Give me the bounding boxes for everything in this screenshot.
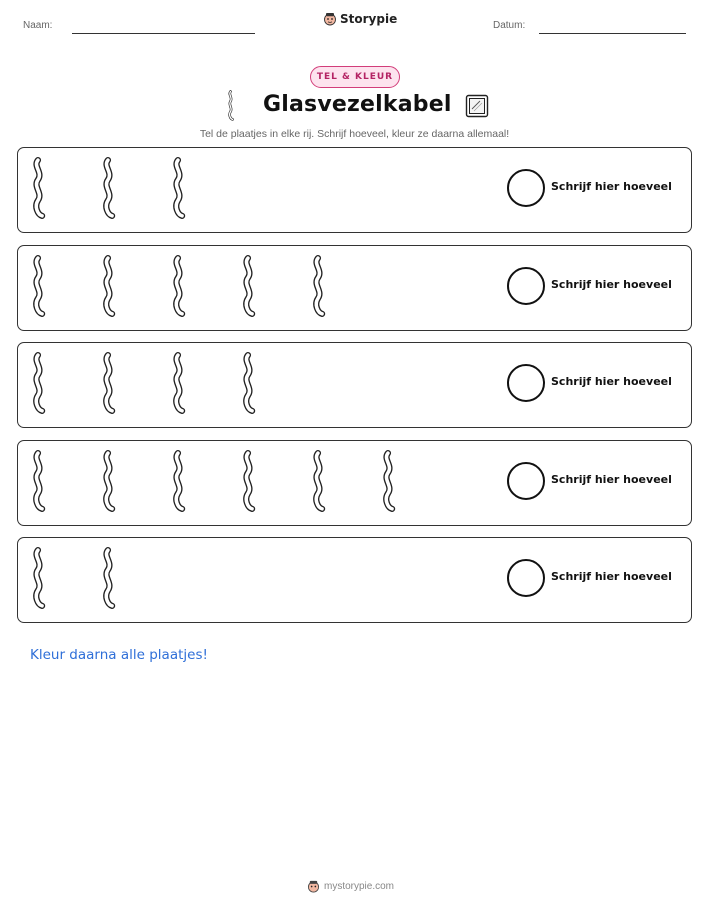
row-items	[18, 148, 498, 232]
answer-circle[interactable]	[507, 559, 545, 597]
brand-logo	[323, 12, 397, 26]
counting-row-3	[17, 342, 692, 428]
write-label: Schrijf hier hoeveel	[551, 278, 672, 291]
fiber-cable-icon[interactable]	[98, 547, 120, 615]
color-instruction: Kleur daarna alle plaatjes!	[30, 647, 208, 663]
fiber-cable-icon	[224, 90, 238, 122]
fiber-cable-icon[interactable]	[98, 157, 120, 225]
fiber-cable-icon[interactable]	[28, 157, 50, 225]
row-items	[18, 441, 498, 525]
storypie-mascot-icon	[323, 12, 337, 26]
answer-circle[interactable]	[507, 364, 545, 402]
footer	[307, 880, 394, 893]
title-row	[0, 90, 709, 124]
fiber-cable-icon[interactable]	[98, 352, 120, 420]
fiber-cable-icon[interactable]	[98, 255, 120, 323]
glass-panel-icon	[465, 94, 489, 118]
worksheet-header	[0, 0, 709, 50]
counting-row-5	[17, 537, 692, 623]
answer-circle[interactable]	[507, 267, 545, 305]
fiber-cable-icon[interactable]	[308, 255, 330, 323]
fiber-cable-icon[interactable]	[168, 157, 190, 225]
counting-row-2	[17, 245, 692, 331]
worksheet-title: Glasvezelkabel	[263, 92, 452, 117]
write-label: Schrijf hier hoeveel	[551, 180, 672, 193]
fiber-cable-icon[interactable]	[238, 352, 260, 420]
counting-row-4	[17, 440, 692, 526]
fiber-cable-icon[interactable]	[238, 450, 260, 518]
fiber-cable-icon[interactable]	[28, 450, 50, 518]
fiber-cable-icon[interactable]	[308, 450, 330, 518]
fiber-cable-icon[interactable]	[28, 255, 50, 323]
fiber-cable-icon[interactable]	[168, 255, 190, 323]
activity-badge: TEL & KLEUR	[310, 66, 400, 88]
write-label: Schrijf hier hoeveel	[551, 473, 672, 486]
answer-circle[interactable]	[507, 169, 545, 207]
write-label: Schrijf hier hoeveel	[551, 375, 672, 388]
date-label: Datum:	[493, 20, 526, 31]
fiber-cable-icon[interactable]	[238, 255, 260, 323]
row-items	[18, 246, 498, 330]
date-field[interactable]	[539, 33, 686, 34]
write-label: Schrijf hier hoeveel	[551, 570, 672, 583]
fiber-cable-icon[interactable]	[168, 352, 190, 420]
fiber-cable-icon[interactable]	[98, 450, 120, 518]
fiber-cable-icon[interactable]	[28, 352, 50, 420]
footer-site: mystorypie.com	[324, 881, 395, 892]
row-items	[18, 538, 498, 622]
fiber-cable-icon[interactable]	[378, 450, 400, 518]
fiber-cable-icon[interactable]	[168, 450, 190, 518]
answer-circle[interactable]	[507, 462, 545, 500]
name-field[interactable]	[72, 33, 255, 34]
instructions: Tel de plaatjes in elke rij. Schrijf hoeveel, kleur ze daarna allemaal!	[199, 128, 510, 140]
brand-name: Storypie	[340, 12, 398, 26]
storypie-mascot-icon	[307, 880, 320, 893]
row-items	[18, 343, 498, 427]
fiber-cable-icon[interactable]	[28, 547, 50, 615]
name-label: Naam:	[23, 20, 53, 31]
counting-row-1	[17, 147, 692, 233]
